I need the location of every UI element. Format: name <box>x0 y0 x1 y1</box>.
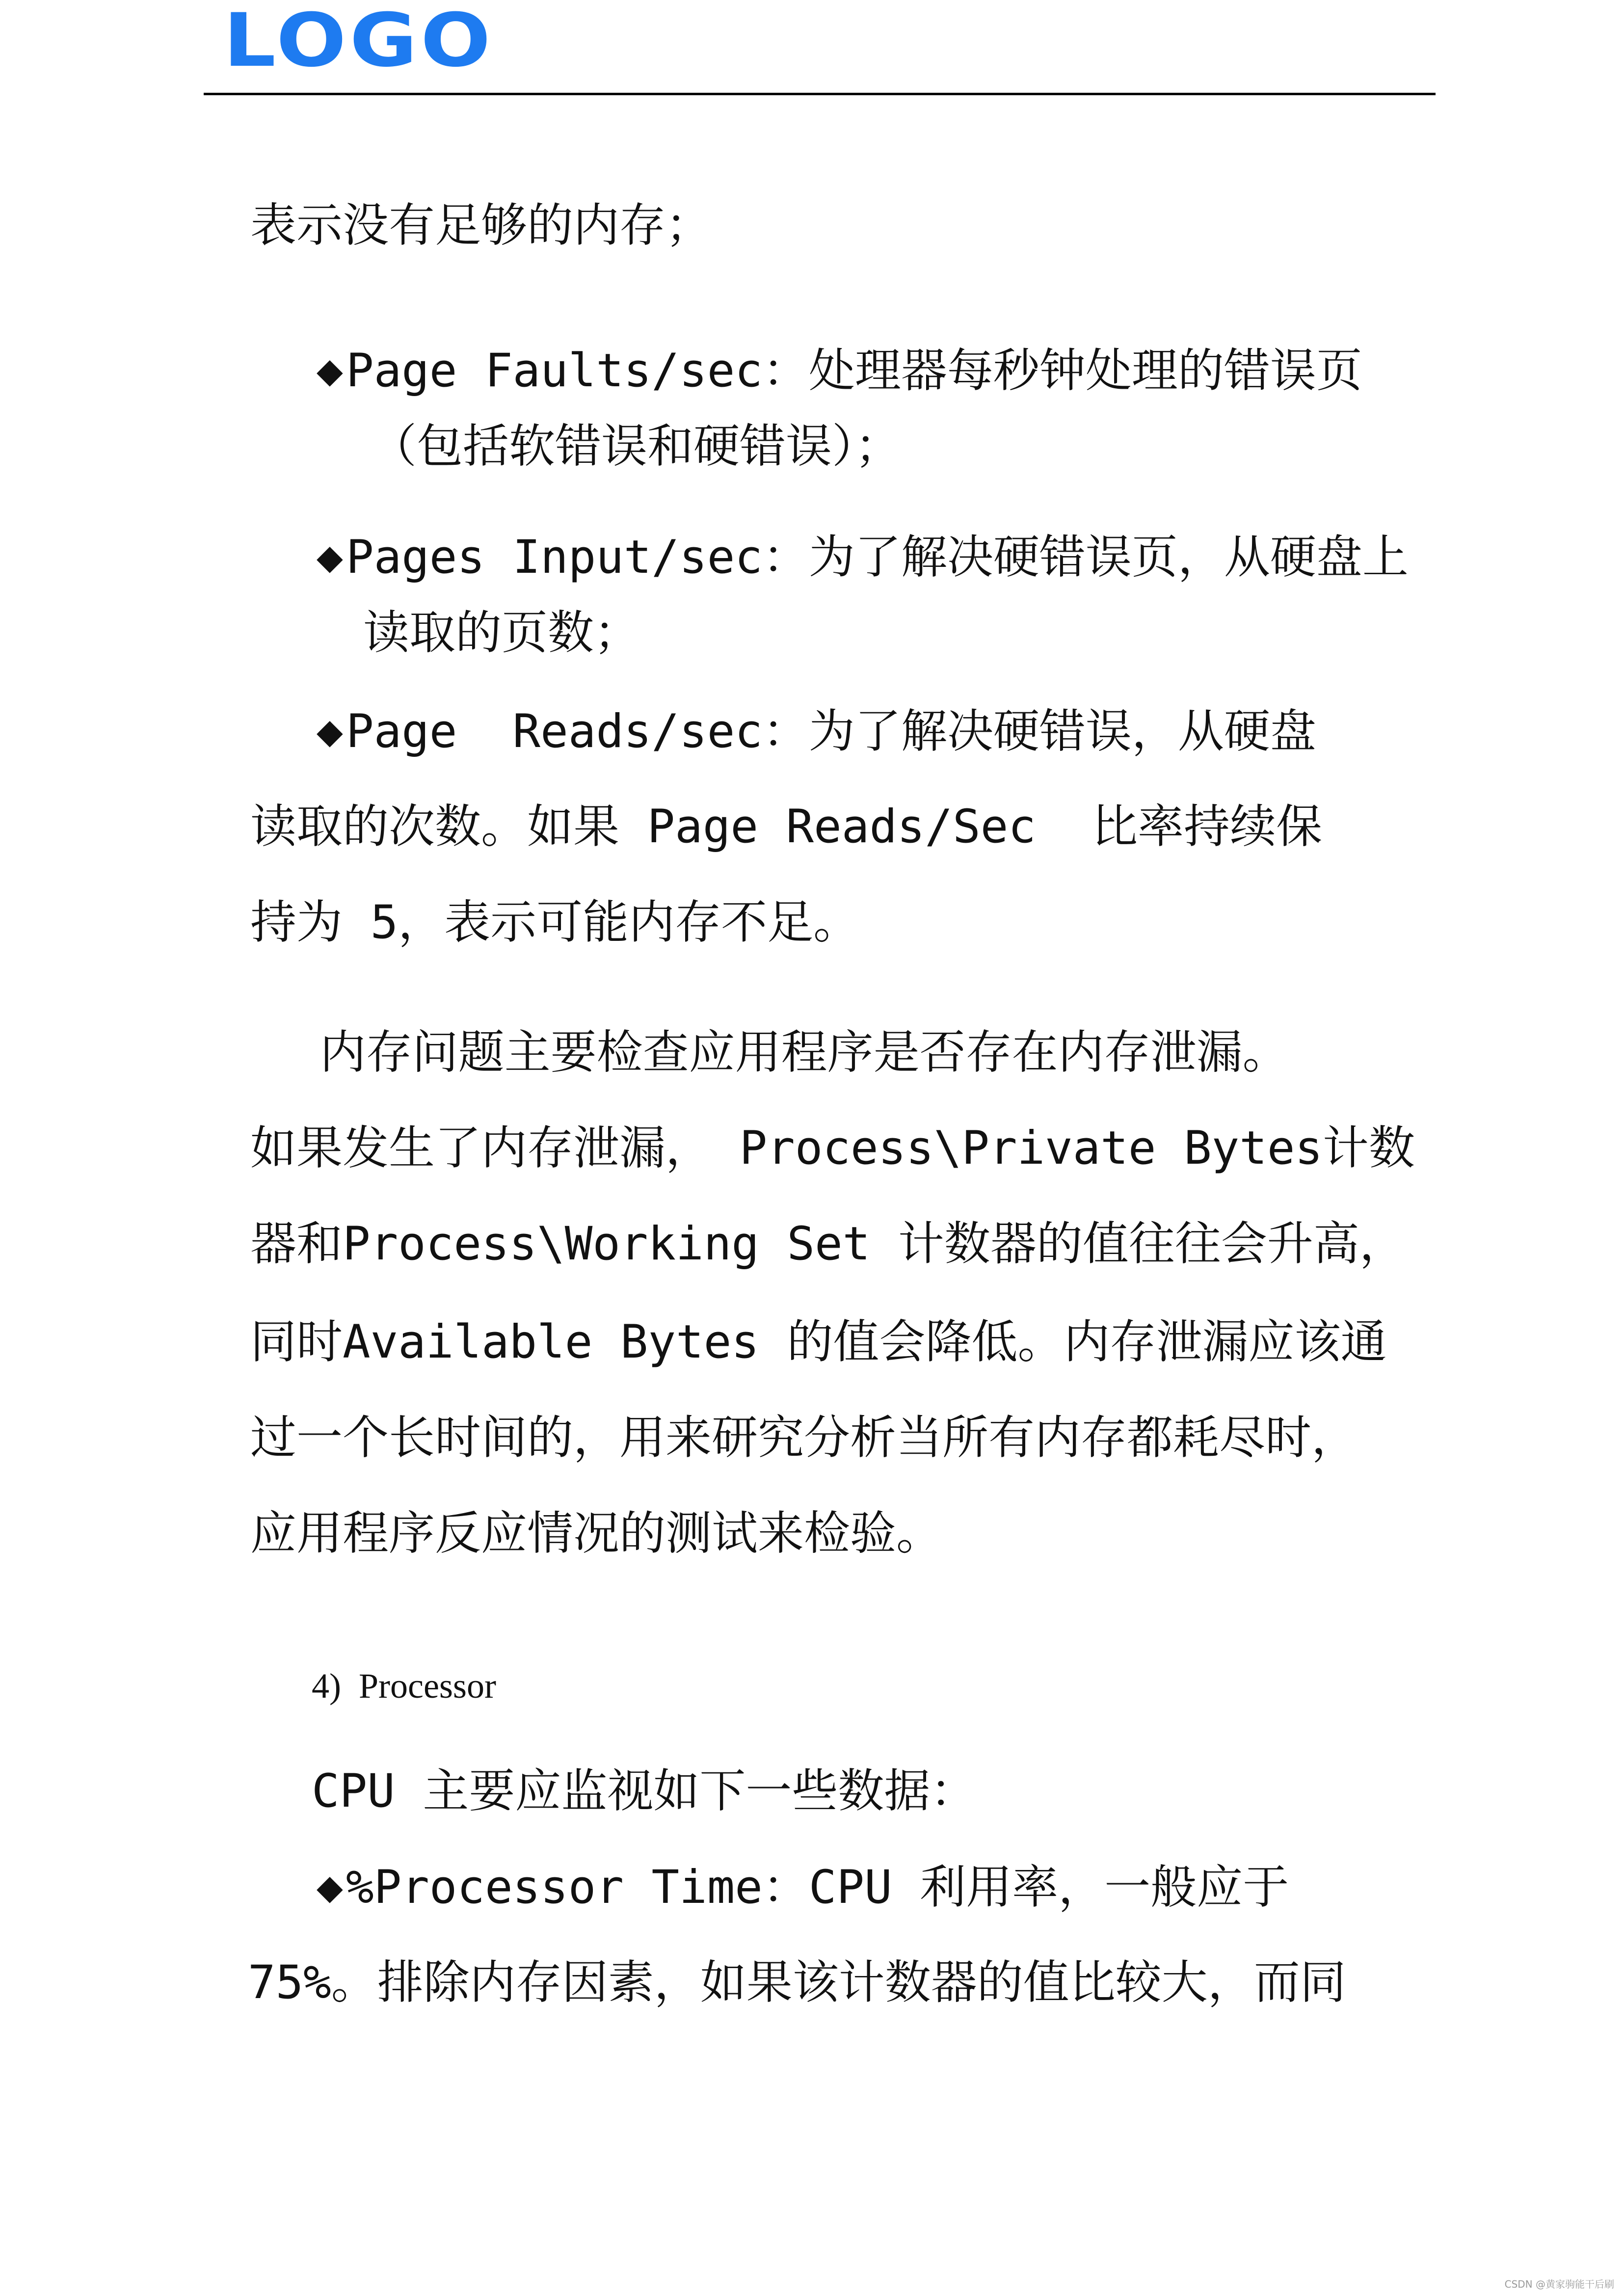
text-line: 持为 5，表示可能内存不足。 <box>250 896 860 949</box>
bullet-diamond-icon: ◆ <box>317 1867 343 1907</box>
bullet-text: Pages Input/sec：为了解决硬错误页，从硬盘上 <box>346 531 1409 584</box>
header-divider <box>204 93 1436 95</box>
logo: LOGO <box>223 0 494 83</box>
text-line: 器和Process\Working Set 计数器的值往往会升高， <box>250 1217 1406 1271</box>
paragraph-memory-leak: 内存问题主要检查应用程序是否存在内存泄漏。 <box>292 1026 1289 1079</box>
watermark: CSDN @黄家驹能干后刷 <box>1504 2278 1614 2290</box>
text-line: 75%。排除内存因素，如果该计数器的值比较大，而同 <box>248 1956 1346 2009</box>
text-line: CPU 主要应监视如下一些数据： <box>312 1764 977 1818</box>
bullet-diamond-icon: ◆ <box>317 711 343 751</box>
bullet-item-page-reads <box>317 702 1316 761</box>
bullet-item-page-faults <box>317 341 1362 400</box>
bullet-diamond-icon: ◆ <box>317 350 343 391</box>
section-heading: 4) Processor <box>312 1666 496 1706</box>
text-line: 应用程序反应情况的测试来检验。 <box>250 1507 943 1560</box>
text-line: 读取的次数。如果 Page Reads/Sec 比率持续保 <box>250 800 1323 854</box>
bullet-text: Page Reads/sec：为了解决硬错误，从硬盘 <box>346 705 1316 758</box>
bullet-continuation: （包括软错误和硬错误）； <box>371 420 902 473</box>
bullet-text: Page Faults/sec：处理器每秒钟处理的错误页 <box>346 344 1362 398</box>
bullet-continuation: 读取的页数； <box>363 606 640 660</box>
bullet-diamond-icon: ◆ <box>317 537 343 577</box>
bullet-item-processor-time <box>317 1858 1289 1917</box>
bullet-text: %Processor Time：CPU 利用率，一般应于 <box>346 1861 1289 1914</box>
text-line: 同时Available Bytes 的值会降低。内存泄漏应该通 <box>250 1315 1387 1369</box>
text-line: 表示没有足够的内存； <box>250 199 712 252</box>
bullet-item-pages-input <box>317 528 1409 587</box>
text-line: 过一个长时间的，用来研究分析当所有内存都耗尽时， <box>250 1411 1358 1465</box>
text-line: 如果发生了内存泄漏， Process\Private Bytes计数 <box>250 1121 1415 1175</box>
